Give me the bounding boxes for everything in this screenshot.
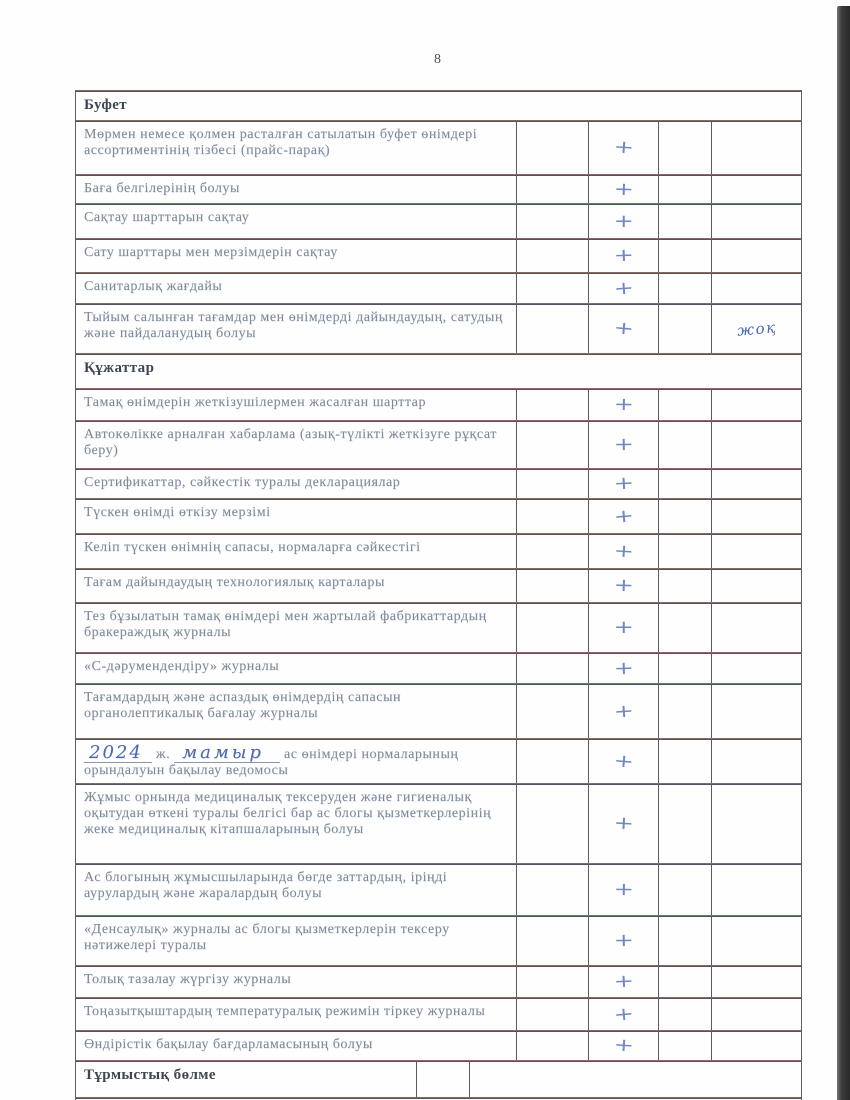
empty-cell [658, 739, 711, 783]
empty-cell [658, 916, 711, 965]
row-text: Тамақ өнімдерін жеткізушілермен жасалған шарттар [84, 395, 427, 410]
row-text: Тоңазытқыштардың температуралық режимін тіркеу журналы [84, 1004, 486, 1019]
checklist-table [75, 90, 802, 1100]
note-cell [711, 204, 801, 238]
note-cell [711, 739, 801, 783]
row-text: Автокөлікке арналған хабарлама (азық-түлікті жеткізуге рұқсат беру) [84, 427, 497, 458]
section-row [76, 90, 801, 120]
empty-cell [658, 389, 711, 420]
mark-cell [588, 603, 658, 652]
table-row [76, 533, 801, 568]
table-row [76, 915, 801, 965]
note-cell [711, 421, 801, 468]
row-text [76, 739, 516, 783]
empty-cell [658, 569, 711, 602]
plus-mark: + [613, 433, 634, 455]
plus-mark: + [612, 472, 635, 494]
plus-mark: + [612, 1002, 635, 1025]
note-cell [711, 966, 801, 997]
row-text: Тағам дайындаудың технологиялық карталары [84, 575, 385, 590]
table-row [76, 120, 801, 174]
page-number: 8 [434, 52, 442, 67]
empty-cell [658, 469, 711, 498]
table-row [76, 683, 801, 738]
note-cell [711, 469, 801, 498]
empty-cell [516, 239, 588, 272]
mark-cell [588, 569, 658, 602]
table-row [76, 498, 801, 533]
empty-cell [658, 204, 711, 238]
plus-mark: + [612, 749, 635, 772]
plus-mark: + [612, 317, 635, 340]
empty-cell [516, 469, 588, 498]
plus-mark: + [612, 504, 635, 527]
plus-mark: + [613, 178, 634, 200]
printed-text: ж. [151, 747, 175, 762]
mark-cell [588, 204, 658, 238]
table-row [76, 965, 801, 997]
mark-cell [588, 469, 658, 498]
section-row [76, 1060, 801, 1097]
mark-cell [588, 998, 658, 1030]
plus-mark: + [612, 539, 635, 562]
empty-cell [516, 175, 588, 203]
row-text: Баға белгілерінің болуы [84, 181, 240, 196]
scanner-edge-shadow [837, 6, 850, 1100]
row-text: Ас блогының жұмысшыларында бөгде заттардың, іріңді аурулардың және жаралардың болуы [84, 870, 448, 901]
table-row [76, 1030, 801, 1060]
table-row [76, 783, 801, 863]
note-cell [711, 684, 801, 738]
note-cell [711, 569, 801, 602]
plus-mark: + [613, 657, 634, 679]
section-title: Буфет [84, 97, 128, 113]
table-row [76, 303, 801, 353]
empty-cell [516, 603, 588, 652]
row-text: Санитарлық жағдайы [84, 279, 223, 294]
note-cell [711, 916, 801, 965]
row-text: Мөрмен немесе қолмен расталған сатылатын буфет өнімдері ассортиментінің тізбесі (прайс-парақ) [84, 127, 478, 158]
plus-mark: + [613, 393, 634, 415]
row-text: Келіп түскен өнімнің сапасы, нормаларға сәйкестігі [84, 540, 421, 555]
row-text: Өндірістік бақылау бағдарламасының болуы [84, 1037, 373, 1052]
empty-cell [516, 1031, 588, 1060]
plus-mark: + [613, 210, 634, 231]
mark-cell [588, 1031, 658, 1060]
note-cell [711, 864, 801, 915]
empty-cell [516, 998, 588, 1030]
empty-cell [516, 916, 588, 965]
note-cell [711, 1031, 801, 1060]
handwritten-note: жоқ [735, 317, 778, 340]
empty-cell [516, 739, 588, 783]
empty-cell [516, 534, 588, 568]
note-cell [711, 121, 801, 174]
empty-cell [469, 1061, 802, 1097]
handwritten-month: мамыр [174, 745, 280, 763]
mark-cell [588, 534, 658, 568]
empty-cell [658, 864, 711, 915]
note-cell [711, 653, 801, 683]
row-text: Түскен өнімді өткізу мерзімі [84, 505, 271, 520]
plus-mark: + [613, 574, 634, 596]
printed-text: ас өнімдері нормаларының орындалуын бақылау ведомосы [84, 747, 459, 778]
empty-cell [516, 204, 588, 238]
plus-mark: + [612, 970, 635, 992]
empty-cell [658, 304, 711, 353]
plus-mark: + [612, 812, 635, 834]
empty-cell [416, 1061, 469, 1097]
empty-cell [516, 273, 588, 303]
empty-cell [516, 653, 588, 683]
plus-mark: + [612, 276, 635, 299]
table-row [76, 568, 801, 602]
empty-cell [658, 239, 711, 272]
empty-cell [658, 784, 711, 863]
table-row [76, 468, 801, 498]
note-cell [711, 389, 801, 420]
plus-mark: + [613, 244, 634, 266]
plus-mark: + [613, 878, 634, 900]
section-title: Тұрмыстық бөлме [84, 1067, 216, 1083]
empty-cell [516, 121, 588, 174]
plus-mark: + [612, 699, 635, 722]
empty-cell [658, 653, 711, 683]
mark-cell [588, 239, 658, 272]
empty-cell [516, 304, 588, 353]
empty-cell [658, 175, 711, 203]
table-row [76, 602, 801, 652]
mark-cell [588, 273, 658, 303]
mark-cell [588, 304, 658, 353]
empty-cell [516, 421, 588, 468]
empty-cell [658, 998, 711, 1030]
row-text: «С-дәрумендендіру» журналы [84, 659, 280, 674]
row-text: Тағамдардың және аспаздық өнімдердің сапасын органолептикалық бағалау журналы [84, 690, 402, 721]
note-cell [711, 534, 801, 568]
empty-cell [658, 121, 711, 174]
row-text: Сақтау шарттарын сақтау [84, 210, 250, 225]
table-row [76, 388, 801, 420]
row-text: Тыйым салынған тағамдар мен өнімдерді дайындаудың, сатудың және пайдаланудың болуы [84, 310, 503, 341]
empty-cell [658, 966, 711, 997]
empty-cell [516, 784, 588, 863]
mark-cell [588, 784, 658, 863]
section-title: Құжаттар [84, 360, 155, 376]
empty-cell [658, 499, 711, 533]
table-row [76, 203, 801, 238]
empty-cell [658, 273, 711, 303]
table-row [76, 738, 801, 783]
table-row [76, 238, 801, 272]
mark-cell [588, 389, 658, 420]
empty-cell [516, 684, 588, 738]
empty-cell [516, 389, 588, 420]
table-row [76, 174, 801, 203]
note-cell [711, 304, 801, 353]
note-cell [711, 784, 801, 863]
plus-mark: + [612, 136, 635, 158]
mark-cell [588, 653, 658, 683]
empty-cell [658, 1031, 711, 1060]
mark-cell [588, 421, 658, 468]
row-text: Жұмыс орнында медициналық тексеруден және гигиеналық оқытудан өткені туралы белгісі бар ас блогы қызметкерлерінің жеке медициналық кітапшаларының болуы [84, 790, 492, 837]
empty-cell [658, 603, 711, 652]
table-row [76, 863, 801, 915]
table-row [76, 652, 801, 683]
row-text: «Денсаулық» журналы ас блогы қызметкерлерін тексеру нәтижелері туралы [84, 922, 450, 953]
row-text: Сертификаттар, сәйкестік туралы декларациялар [84, 475, 401, 490]
mark-cell [588, 739, 658, 783]
note-cell [711, 499, 801, 533]
handwritten-year: 2024 [84, 745, 152, 763]
table-row [76, 997, 801, 1030]
note-cell [711, 175, 801, 203]
empty-cell [658, 421, 711, 468]
table-row [76, 272, 801, 303]
empty-cell [658, 534, 711, 568]
empty-cell [516, 966, 588, 997]
row-text: Сату шарттары мен мерзімдерін сақтау [84, 245, 338, 260]
empty-cell [658, 684, 711, 738]
note-cell [711, 603, 801, 652]
mark-cell [588, 684, 658, 738]
plus-mark: + [613, 929, 634, 951]
mark-cell [588, 864, 658, 915]
row-text: Толық тазалау жүргізу журналы [84, 972, 292, 987]
note-cell [711, 273, 801, 303]
mark-cell [588, 916, 658, 965]
empty-cell [516, 569, 588, 602]
mark-cell [588, 499, 658, 533]
empty-cell [516, 499, 588, 533]
note-cell [711, 998, 801, 1030]
mark-cell [588, 175, 658, 203]
table-row [76, 420, 801, 468]
plus-mark: + [613, 616, 634, 638]
empty-cell [516, 864, 588, 915]
row-text: Тез бұзылатын тамақ өнімдері мен жартылай фабрикаттардың бракераждық журналы [84, 609, 487, 640]
plus-mark: + [612, 1034, 635, 1056]
mark-cell [588, 966, 658, 997]
mark-cell [588, 121, 658, 174]
section-row [76, 353, 801, 388]
note-cell [711, 239, 801, 272]
